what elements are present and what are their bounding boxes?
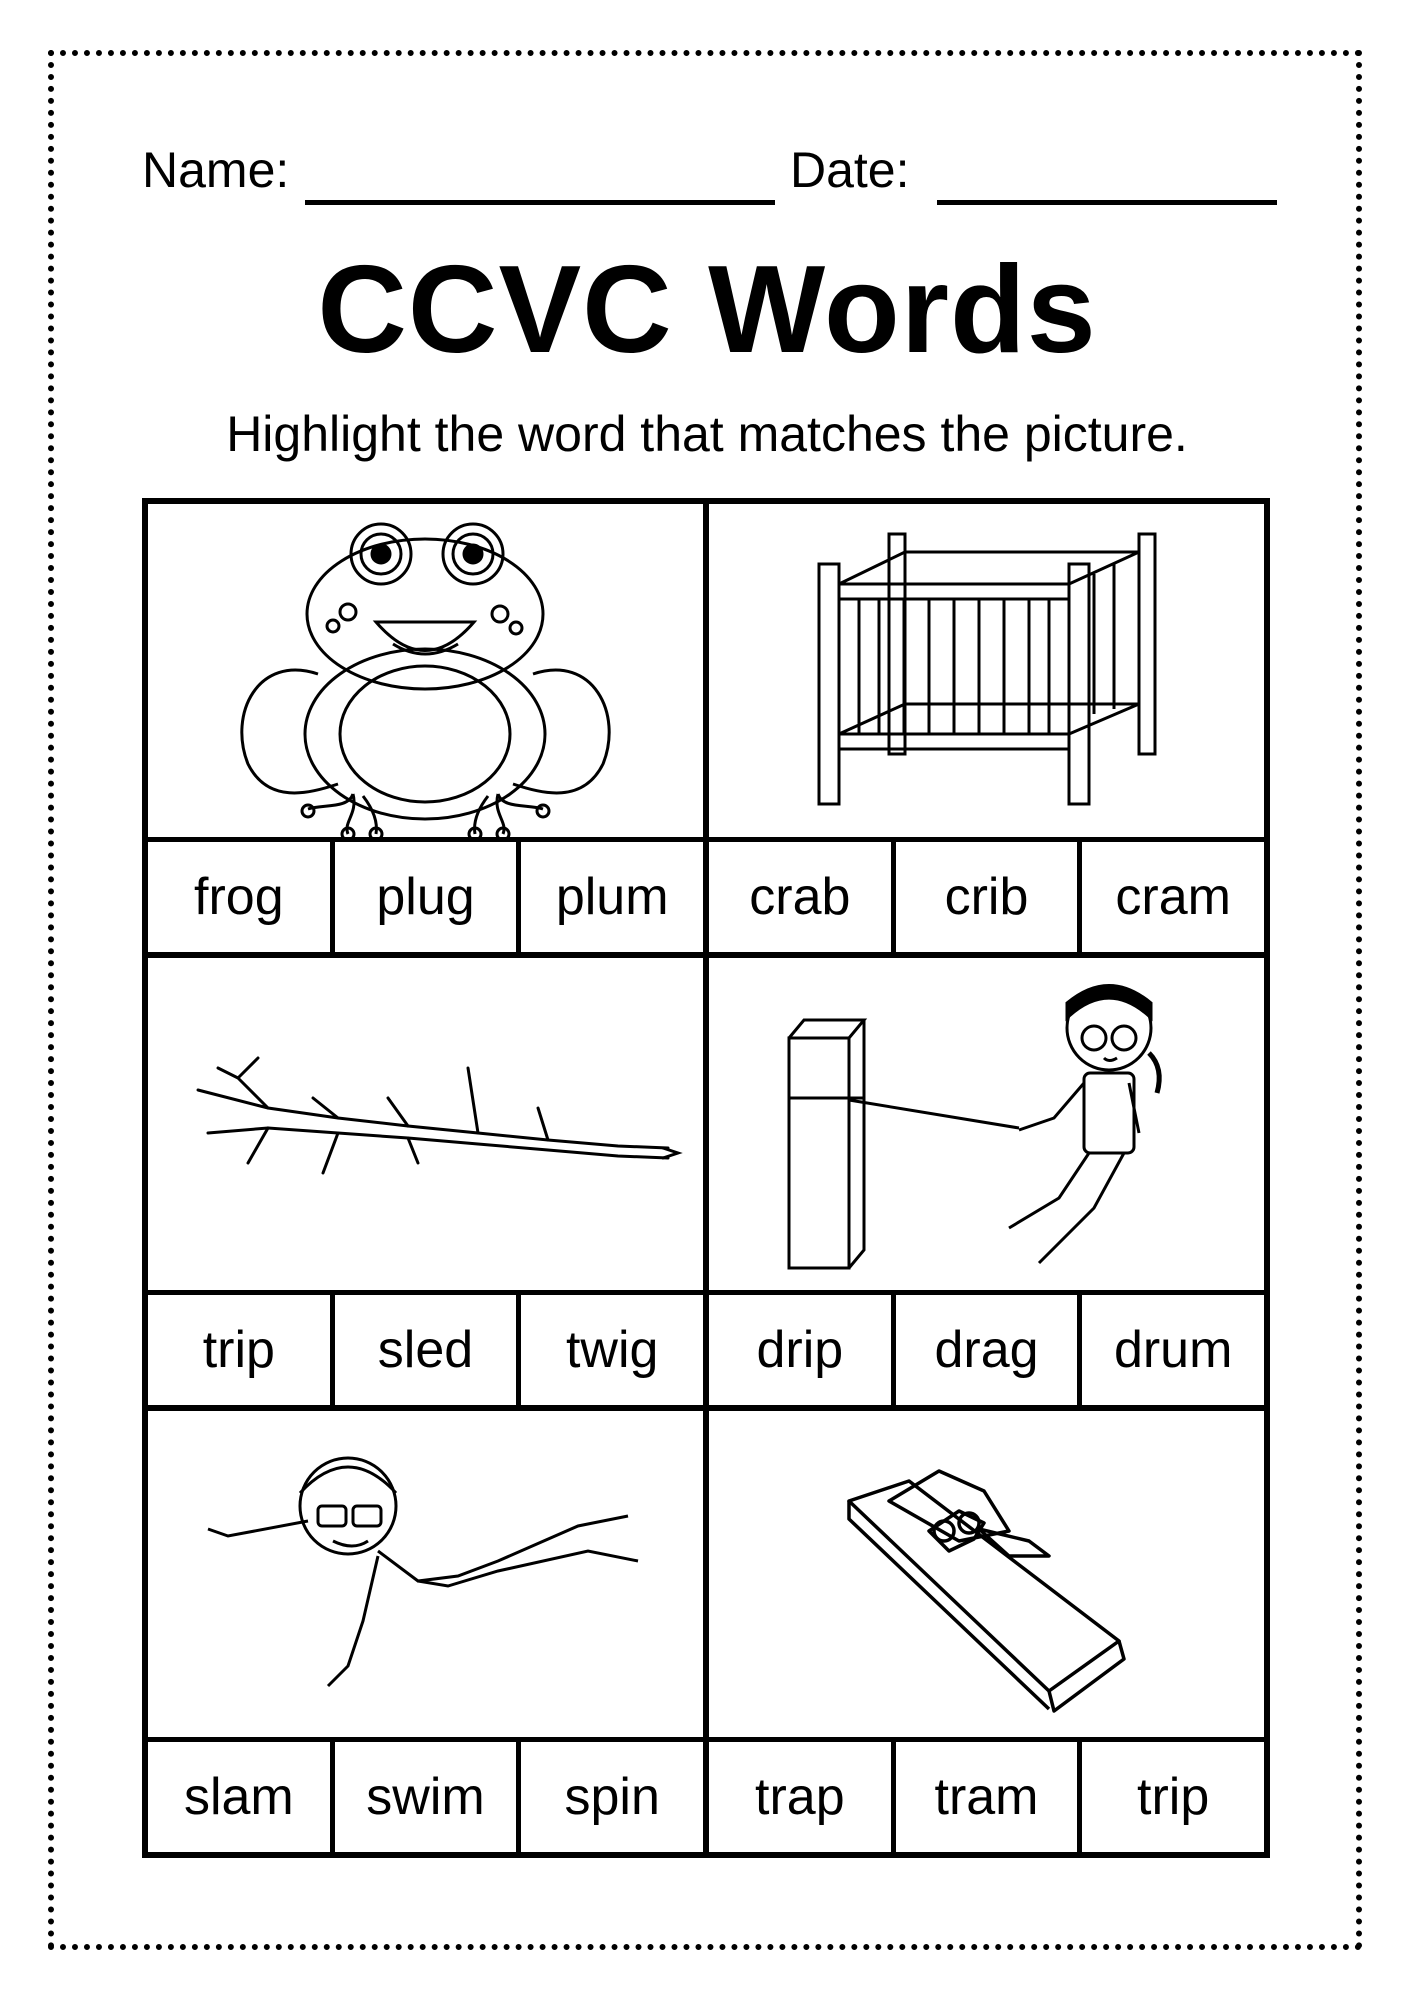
twig-icon [148,958,703,1290]
word-choice[interactable]: slam [148,1742,335,1852]
word-choice[interactable]: swim [335,1742,522,1852]
picture-frame [148,958,703,1290]
item-cell-frog [148,504,703,952]
word-choice[interactable]: drum [1113,1321,1233,1379]
word-choice[interactable]: trap [709,1742,896,1852]
frog-icon [148,504,703,837]
picture-frame [709,958,1264,1290]
word-choices [709,1742,1264,1852]
word-choice[interactable]: drag [896,1295,1083,1405]
word-choice[interactable]: plug [335,842,522,952]
word-choice[interactable]: sled [335,1295,522,1405]
word-choice[interactable]: tram [896,1742,1083,1852]
word-choice[interactable]: spin [564,1768,660,1826]
word-choices [709,842,1264,952]
word-choices [148,842,703,952]
name-date-row [142,140,1277,210]
picture-frame [709,504,1264,837]
word-choice[interactable]: trip [148,1295,335,1405]
item-cell-drag [709,958,1264,1405]
page-title: CCVC Words [317,241,1097,379]
word-choice[interactable]: twig [565,1321,659,1379]
picture-frame [148,504,703,837]
word-choice[interactable]: drip [709,1295,896,1405]
word-choice[interactable]: crib [896,842,1083,952]
word-choices [709,1295,1264,1405]
word-choice[interactable]: plum [555,868,669,926]
worksheet-grid [142,498,1270,1858]
word-choices [148,1295,703,1405]
date-label: Date: [790,142,910,198]
picture-frame [709,1411,1264,1737]
item-cell-trap [709,1411,1264,1852]
item-cell-twig [148,958,703,1405]
girl-dragging-box-icon [709,958,1264,1290]
crib-icon [709,504,1264,837]
mouse-trap-icon [709,1411,1264,1737]
date-field[interactable] [937,200,1277,205]
word-choice[interactable]: crab [709,842,896,952]
instruction-text: Highlight the word that matches the picture. [226,406,1188,462]
picture-frame [148,1411,703,1737]
word-choice[interactable]: frog [148,842,335,952]
item-cell-crib [709,504,1264,952]
item-cell-swim [148,1411,703,1852]
word-choice[interactable]: trip [1137,1768,1210,1826]
name-label: Name: [142,142,290,198]
name-field[interactable] [305,200,775,205]
swimmer-icon [148,1411,703,1737]
word-choices [148,1742,703,1852]
word-choice[interactable]: cram [1115,868,1231,926]
